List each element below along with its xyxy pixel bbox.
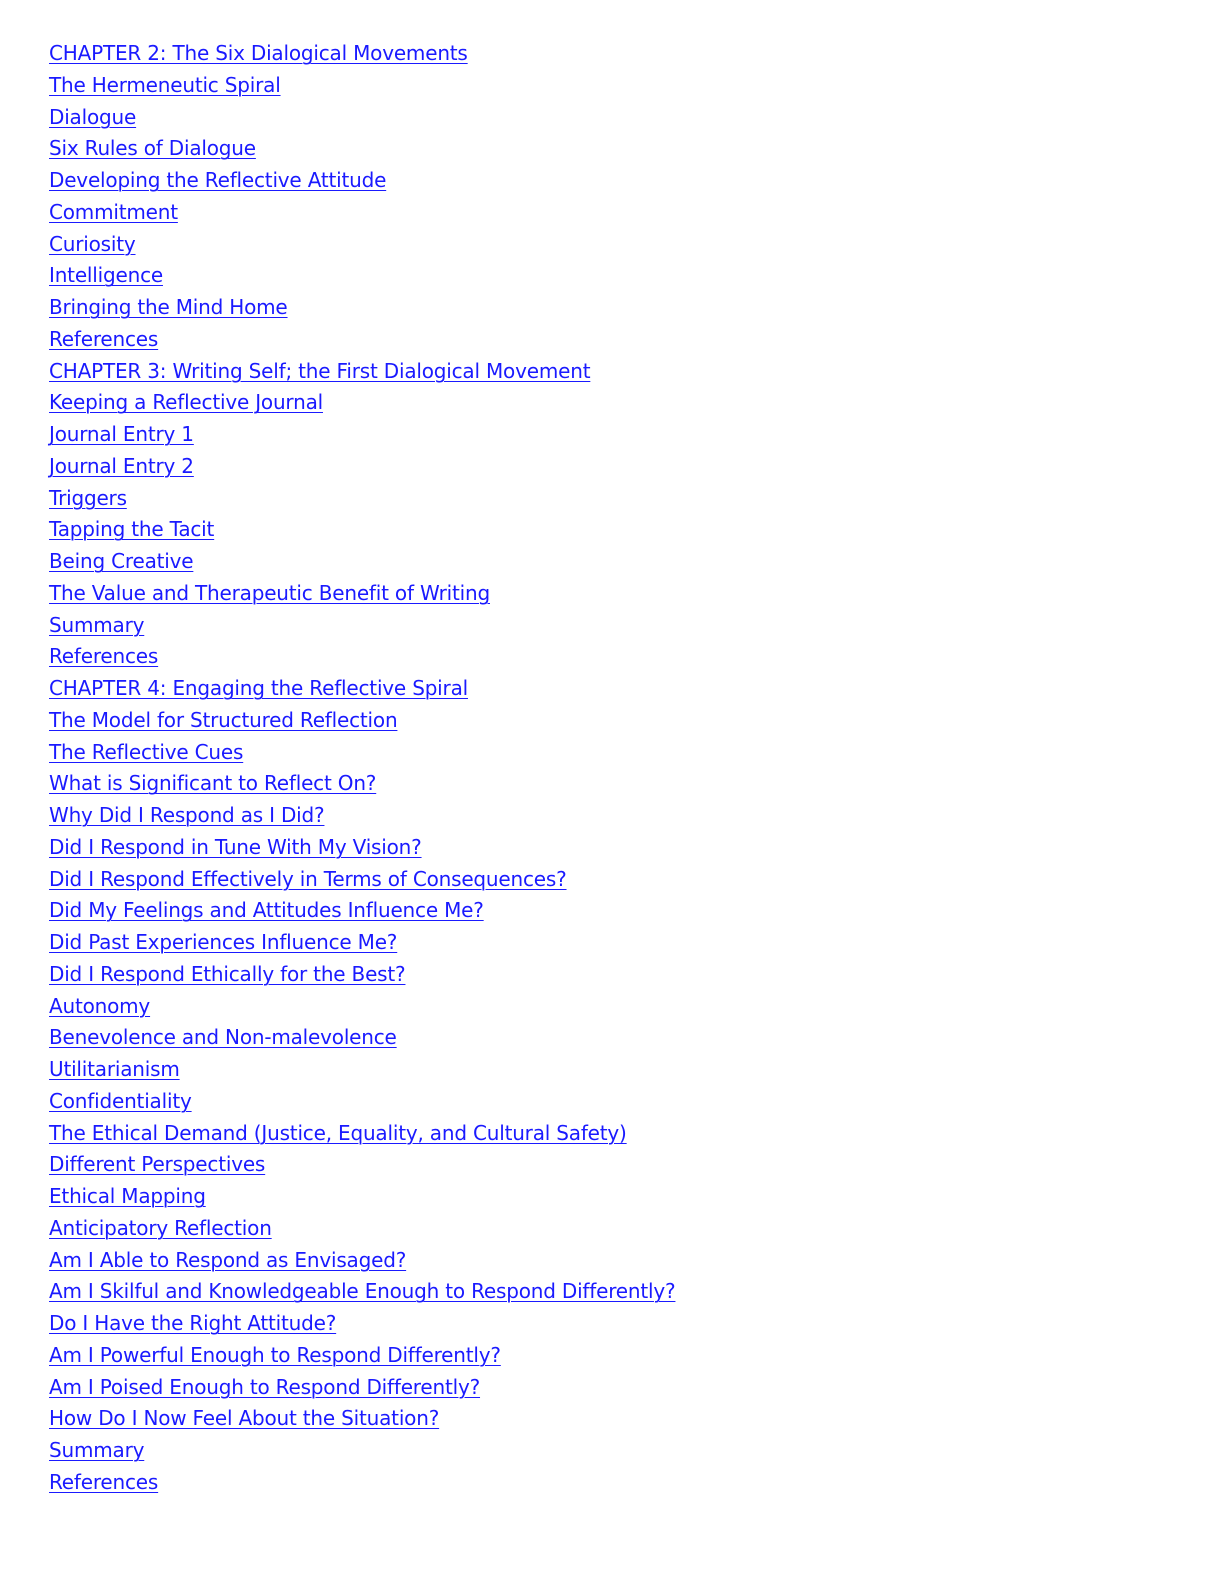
toc-link[interactable]: Confidentiality — [49, 1088, 192, 1113]
toc-item — [49, 1149, 675, 1181]
toc-link[interactable]: Utilitarianism — [49, 1057, 180, 1081]
toc-link[interactable]: The Reflective Cues — [49, 739, 244, 764]
toc-item — [49, 1245, 675, 1277]
toc-link[interactable]: Do I Have the Right Attitude? — [49, 1311, 337, 1335]
toc-link[interactable]: Journal Entry 1 — [49, 422, 194, 446]
toc-link[interactable]: Anticipatory Reflection — [49, 1215, 272, 1240]
toc-link[interactable]: Triggers — [49, 485, 127, 510]
toc-item — [49, 514, 675, 546]
toc-link[interactable]: Six Rules of Dialogue — [49, 136, 256, 161]
toc-link[interactable]: The Ethical Demand (Justice, Equality, and Cultural Safety) — [49, 1120, 627, 1145]
toc-item — [49, 260, 675, 292]
toc-link[interactable]: Why Did I Respond as I Did? — [49, 803, 325, 827]
toc-item — [49, 1403, 675, 1435]
toc-link[interactable]: Being Creative — [49, 549, 194, 573]
toc-link[interactable]: The Model for Structured Reflection — [49, 707, 398, 732]
toc-item — [49, 419, 675, 451]
toc-link[interactable]: Ethical Mapping — [49, 1184, 206, 1208]
toc-link[interactable]: How Do I Now Feel About the Situation? — [49, 1406, 440, 1431]
toc-link[interactable]: Am I Poised Enough to Respond Differently? — [49, 1374, 481, 1399]
toc-link[interactable]: References — [49, 1469, 159, 1494]
toc-item — [49, 895, 675, 927]
toc-link[interactable]: CHAPTER 3: Writing Self; the First Dialogical Movement — [49, 358, 591, 383]
toc-item — [49, 483, 675, 515]
toc-link[interactable]: Bringing the Mind Home — [49, 295, 288, 319]
toc-link[interactable]: References — [49, 644, 159, 669]
toc-item — [49, 705, 675, 737]
toc-link[interactable]: Did Past Experiences Influence Me? — [49, 930, 398, 954]
toc-item — [49, 800, 675, 832]
table-of-contents — [49, 38, 675, 1499]
toc-link[interactable]: Commitment — [49, 199, 178, 224]
toc-link[interactable]: The Value and Therapeutic Benefit of Writing — [49, 580, 490, 605]
toc-item — [49, 1022, 675, 1054]
toc-link[interactable]: Autonomy — [49, 993, 151, 1018]
toc-item — [49, 356, 675, 388]
toc-link[interactable]: Am I Able to Respond as Envisaged? — [49, 1247, 407, 1272]
toc-item — [49, 1372, 675, 1404]
toc-link[interactable]: CHAPTER 4: Engaging the Reflective Spiral — [49, 676, 468, 700]
toc-item — [49, 610, 675, 642]
toc-item — [49, 1213, 675, 1245]
toc-link[interactable]: What is Significant to Reflect On? — [49, 771, 377, 796]
toc-item — [49, 1118, 675, 1150]
toc-item — [49, 1308, 675, 1340]
toc-item — [49, 292, 675, 324]
toc-item — [49, 229, 675, 261]
toc-item — [49, 1181, 675, 1213]
toc-item — [49, 546, 675, 578]
toc-item — [49, 1276, 675, 1308]
toc-item — [49, 991, 675, 1023]
toc-item — [49, 737, 675, 769]
toc-item — [49, 70, 675, 102]
toc-item — [49, 673, 675, 705]
toc-link[interactable]: The Hermeneutic Spiral — [49, 72, 281, 97]
toc-link[interactable]: Keeping a Reflective Journal — [49, 390, 323, 415]
toc-link[interactable]: Intelligence — [49, 263, 163, 288]
toc-item — [49, 197, 675, 229]
toc-item — [49, 1435, 675, 1467]
toc-link[interactable]: Tapping the Tacit — [49, 517, 215, 542]
toc-link[interactable]: Curiosity — [49, 231, 136, 256]
toc-item — [49, 38, 675, 70]
toc-link[interactable]: Developing the Reflective Attitude — [49, 168, 387, 192]
toc-item — [49, 832, 675, 864]
toc-item — [49, 864, 675, 896]
toc-item — [49, 1467, 675, 1499]
toc-item — [49, 959, 675, 991]
toc-item — [49, 1340, 675, 1372]
toc-link[interactable]: Dialogue — [49, 104, 137, 129]
toc-item — [49, 927, 675, 959]
toc-item — [49, 102, 675, 134]
toc-link[interactable]: References — [49, 326, 159, 351]
toc-link[interactable]: Summary — [49, 1438, 145, 1462]
toc-link[interactable]: Did My Feelings and Attitudes Influence Me? — [49, 898, 484, 923]
toc-link[interactable]: Summary — [49, 612, 145, 637]
toc-link[interactable]: CHAPTER 2: The Six Dialogical Movements — [49, 41, 468, 65]
toc-link[interactable]: Did I Respond Effectively in Terms of Consequences? — [49, 866, 567, 891]
toc-link[interactable]: Different Perspectives — [49, 1152, 266, 1177]
toc-link[interactable]: Am I Powerful Enough to Respond Differently? — [49, 1342, 501, 1367]
toc-item — [49, 451, 675, 483]
toc-item — [49, 768, 675, 800]
toc-item — [49, 1054, 675, 1086]
toc-link[interactable]: Am I Skilful and Knowledgeable Enough to Respond Differently? — [49, 1279, 676, 1304]
toc-link[interactable]: Did I Respond in Tune With My Vision? — [49, 834, 422, 859]
toc-item — [49, 165, 675, 197]
toc-item — [49, 578, 675, 610]
toc-link[interactable]: Benevolence and Non-malevolence — [49, 1025, 397, 1050]
toc-link[interactable]: Journal Entry 2 — [49, 453, 194, 478]
toc-item — [49, 387, 675, 419]
toc-item — [49, 133, 675, 165]
toc-item — [49, 641, 675, 673]
toc-item — [49, 324, 675, 356]
toc-link[interactable]: Did I Respond Ethically for the Best? — [49, 961, 406, 986]
toc-item — [49, 1086, 675, 1118]
